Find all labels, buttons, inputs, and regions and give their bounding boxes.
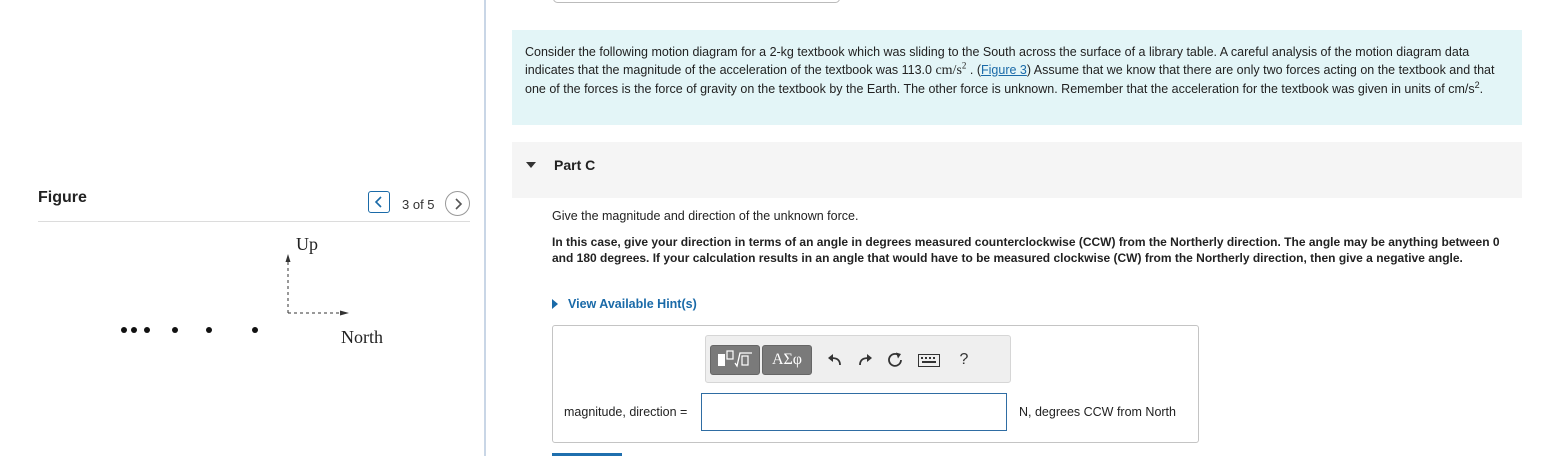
- answer-area: [552, 325, 1199, 443]
- hints-label: View Available Hint(s): [568, 297, 697, 311]
- undo-button[interactable]: [822, 345, 848, 375]
- up-label: Up: [296, 234, 318, 254]
- motion-dot: [172, 327, 178, 333]
- previous-figure-button[interactable]: [368, 191, 390, 213]
- north-label: North: [341, 327, 383, 347]
- caret-right-icon: [552, 299, 558, 309]
- answer-units: N, degrees CCW from North: [1019, 405, 1176, 419]
- figure-pager: 3 of 5: [402, 197, 435, 212]
- north-arrowhead: [340, 311, 349, 316]
- motion-dot: [121, 327, 127, 333]
- help-icon: ?: [959, 351, 969, 368]
- motion-dot: [206, 327, 212, 333]
- keyboard-button[interactable]: [914, 345, 944, 375]
- problem-text-3: ) Assume that we know that there are only two forces acting on the textbook and that one of the forces is the force of gravity on the textbook by the Earth. The other force is unknown. Remember that the acceleration for the textbook was given in units of cm/s: [525, 63, 1495, 96]
- next-figure-button[interactable]: [445, 191, 470, 216]
- part-title: Part C: [554, 157, 596, 173]
- question-text: Give the magnitude and direction of the unknown force.: [552, 209, 859, 223]
- figure-heading: Figure: [38, 189, 87, 206]
- previous-section-stub: [553, 0, 840, 3]
- help-button[interactable]: [952, 345, 976, 375]
- greek-letters-icon: ΑΣφ: [771, 351, 803, 368]
- motion-dot: [144, 327, 150, 333]
- up-arrowhead: [286, 254, 291, 262]
- figure-link[interactable]: Figure 3: [981, 63, 1027, 77]
- part-c-header[interactable]: [512, 142, 1522, 198]
- accel-unit: $cm/s^2$: [935, 60, 967, 78]
- motion-dot: [252, 327, 258, 333]
- exponent: 2: [1474, 79, 1480, 90]
- instructions-text: In this case, give your direction in terms of an angle in degrees measured counterclockwise (CCW) from the Northerly direction. The angle may be anything between 0 and 180 degrees. If your calculation results in an angle that would have to be measured clockwise (CW) from the Northerly direction, then give a negative angle.: [552, 235, 1500, 265]
- problem-text-2: . (: [966, 63, 981, 77]
- templates-icon: [715, 349, 755, 371]
- chevron-right-icon: [453, 198, 463, 210]
- caret-down-icon: [526, 162, 536, 168]
- reset-icon: [886, 351, 904, 369]
- motion-diagram: [100, 225, 420, 355]
- redo-icon: [857, 353, 873, 367]
- motion-dots: [121, 327, 258, 333]
- redo-button[interactable]: [852, 345, 878, 375]
- problem-text-4: .: [1479, 82, 1484, 96]
- figure-divider: [38, 221, 470, 222]
- keyboard-icon: [918, 354, 940, 367]
- problem-text-1: Consider the following motion diagram for a 2-kg textbook which was sliding to the South across the surface of a library table. A careful analysis of the motion diagram data indicates that the magnitude of the acceleration of the textbook was 113.0: [525, 45, 1470, 77]
- view-hints-link[interactable]: [552, 297, 697, 311]
- templates-button[interactable]: [710, 345, 760, 375]
- motion-dot: [131, 327, 137, 333]
- answer-label: magnitude, direction =: [564, 405, 688, 419]
- figure-pane: [0, 0, 486, 456]
- answer-input[interactable]: [701, 393, 1007, 431]
- chevron-left-icon: [374, 196, 384, 208]
- undo-icon: [827, 353, 843, 367]
- reset-button[interactable]: [882, 345, 908, 375]
- greek-letters-button[interactable]: [762, 345, 812, 375]
- problem-statement: [512, 30, 1522, 125]
- axes: [286, 254, 350, 316]
- math-toolbar: [705, 335, 1011, 383]
- pane-divider: [484, 0, 486, 456]
